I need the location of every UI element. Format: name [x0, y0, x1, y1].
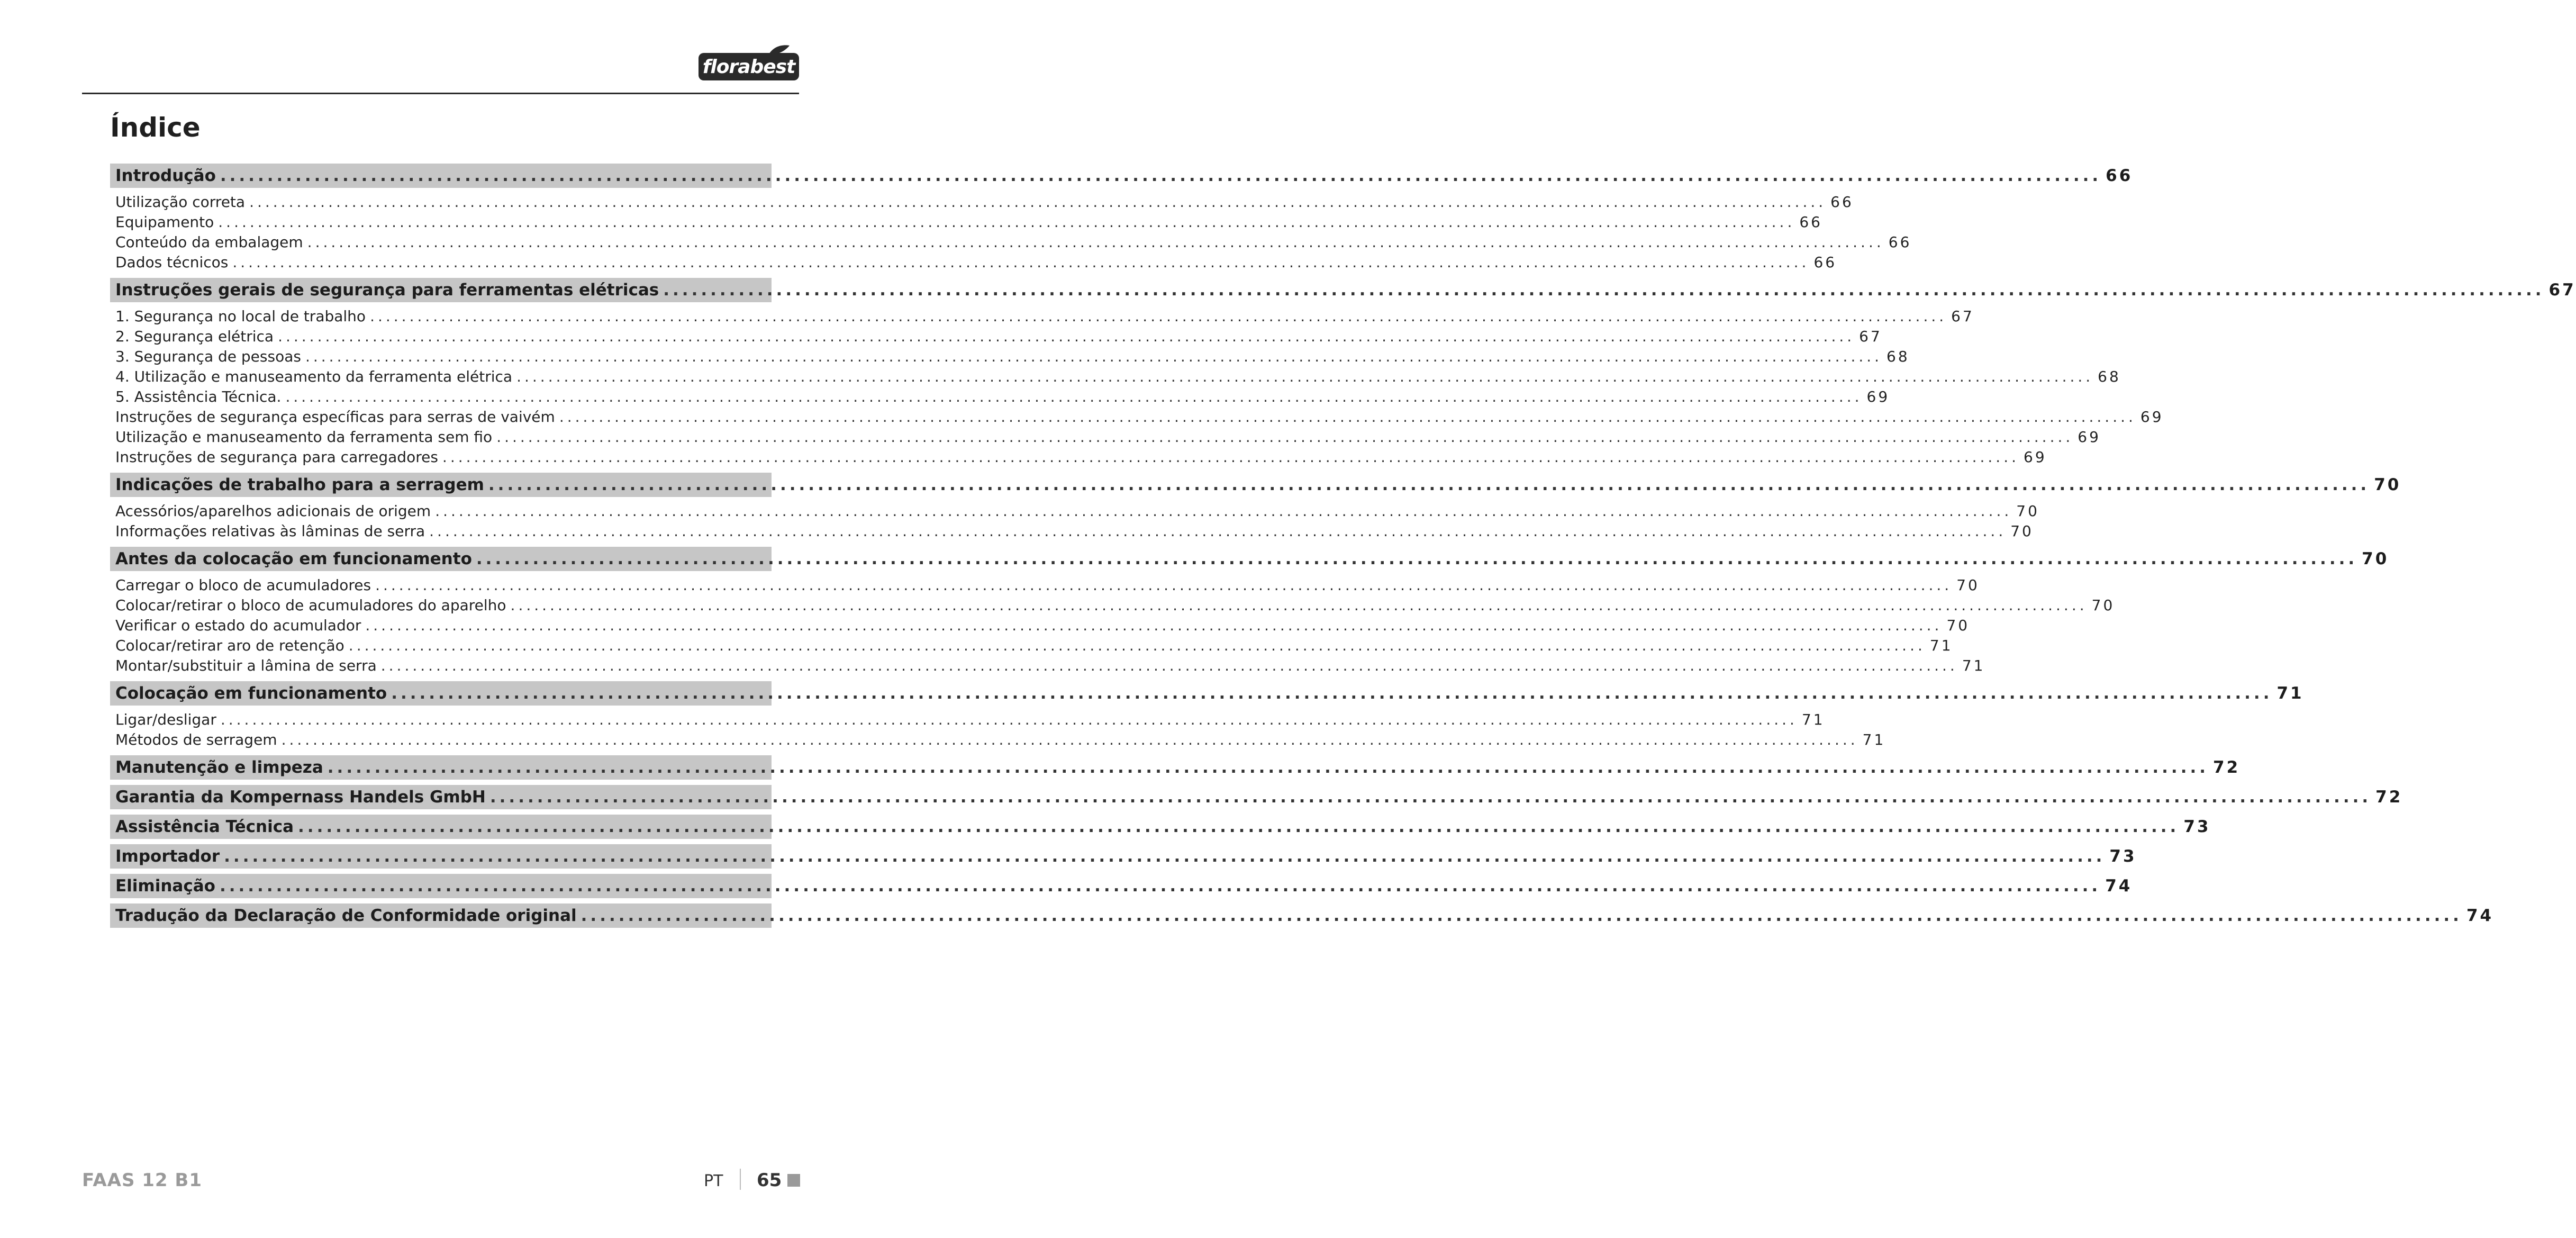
header-rule	[82, 93, 799, 94]
toc-entry-row[interactable]	[110, 447, 2047, 467]
toc-dot-leader: ........................................................................................................................................................................................................	[305, 348, 1883, 365]
toc-page-number: 73	[2183, 817, 2211, 836]
toc-page-number: 68	[2098, 368, 2121, 385]
toc-dot-leader: ........................................................................................................................................................................................................	[285, 388, 1863, 405]
toc-dot-leader: ........................................................................................................................................................................................................	[442, 448, 2019, 466]
toc-label: 1. Segurança no local de trabalho	[115, 308, 366, 325]
toc-entry-row[interactable]	[110, 521, 2034, 541]
toc-dot-leader: ........................................................................................................................................................................................................	[278, 328, 1855, 345]
toc-label: Manutenção e limpeza	[115, 758, 323, 777]
toc-entry-row[interactable]	[110, 656, 1985, 676]
toc-page-number: 72	[2375, 788, 2403, 807]
toc-label: Assistência Técnica	[115, 817, 294, 836]
toc-page-number: 74	[2466, 906, 2494, 925]
toc-dot-leader: ........................................................................................................................................................................................................	[516, 368, 2094, 385]
toc-dot-leader: ........................................................................................................................................................................................................	[380, 657, 1958, 674]
toc-label: Carregar o bloco de acumuladores	[115, 576, 371, 594]
toc-entry-row[interactable]	[110, 192, 1854, 212]
toc-entry-row[interactable]	[110, 232, 1912, 252]
brand-logo-text: florabest	[702, 56, 795, 78]
toc-dot-leader: ........................................................................................................................................................................................................	[663, 281, 2545, 300]
toc-label: Colocar/retirar o bloco de acumuladores do aparelho	[115, 597, 506, 614]
footer-separator	[740, 1169, 741, 1190]
toc-page-number: 69	[2078, 428, 2101, 446]
toc-dot-leader: ........................................................................................................................................................................................................	[232, 254, 1810, 271]
toc-page-number: 70	[1946, 617, 1970, 634]
toc-entry-row[interactable]	[110, 407, 2164, 427]
toc-entry-row[interactable]	[110, 387, 1890, 407]
toc-section-row[interactable]	[110, 844, 2137, 869]
toc-dot-leader: ........................................................................................................................................................................................................	[307, 233, 1884, 251]
toc-page-number: 68	[1886, 348, 1910, 365]
toc-page-number: 71	[1962, 657, 1985, 674]
toc-gap	[110, 188, 772, 192]
toc-section-row[interactable]	[110, 164, 2133, 188]
toc-label: Acessórios/aparelhos adicionais de origem	[115, 502, 431, 520]
toc-dot-leader: ........................................................................................................................................................................................................	[348, 637, 1926, 654]
toc-dot-leader: ........................................................................................................................................................................................................	[375, 576, 1953, 594]
toc-page-number: 70	[2362, 549, 2389, 568]
toc-page-number: 71	[1929, 637, 1953, 654]
toc-dot-leader: ........................................................................................................................................................................................................	[476, 549, 2358, 568]
toc-label: Eliminação	[115, 876, 215, 896]
toc-entry-row[interactable]	[110, 501, 2039, 521]
toc-page-number: 70	[1956, 576, 1980, 594]
toc-page-number: 66	[1799, 213, 1822, 231]
toc-dot-leader: ........................................................................................................................................................................................................	[510, 597, 2088, 614]
toc-section-row[interactable]	[110, 278, 2576, 302]
toc-entry-row[interactable]	[110, 212, 1822, 232]
toc-section-row[interactable]	[110, 903, 2494, 928]
toc-page-number: 67	[1951, 308, 1974, 325]
toc-dot-leader: ........................................................................................................................................................................................................	[489, 788, 2372, 807]
toc-entry-row[interactable]	[110, 306, 1974, 327]
toc-label: Introdução	[115, 166, 216, 185]
toc-label: Verificar o estado do acumulador	[115, 617, 361, 634]
toc-label: 2. Segurança elétrica	[115, 328, 274, 345]
toc-label: Conteúdo da embalagem	[115, 233, 303, 251]
toc-label: Importador	[115, 847, 220, 866]
toc-page-number: 72	[2213, 758, 2241, 777]
toc-label: Tradução da Declaração de Conformidade original	[115, 906, 577, 925]
toc-entry-row[interactable]	[110, 730, 1886, 750]
toc-page-number: 66	[2106, 166, 2133, 185]
toc-section-row[interactable]	[110, 547, 2389, 571]
toc-entry-row[interactable]	[110, 575, 1980, 595]
toc-page-number: 73	[2109, 847, 2137, 866]
toc-label: 5. Assistência Técnica.	[115, 388, 282, 405]
toc-entry-row[interactable]	[110, 327, 1882, 347]
toc-dot-leader: ........................................................................................................................................................................................................	[488, 475, 2370, 494]
toc-dot-leader: ........................................................................................................................................................................................................	[435, 502, 2012, 520]
toc-label: Indicações de trabalho para a serragem	[115, 475, 484, 494]
toc-section-row[interactable]	[110, 473, 2401, 497]
toc-label: Utilização correta	[115, 193, 246, 211]
toc-page-number: 67	[2548, 281, 2576, 300]
toc-entry-row[interactable]	[110, 427, 2101, 447]
toc-dot-leader: ........................................................................................................................................................................................................	[220, 711, 1798, 728]
toc-page-number: 70	[2016, 502, 2039, 520]
toc-entry-row[interactable]	[110, 595, 2115, 616]
toc-gap	[110, 302, 772, 306]
toc-section-row[interactable]	[110, 755, 2241, 780]
toc-entry-row[interactable]	[110, 616, 1970, 636]
toc-dot-leader: ........................................................................................................................................................................................................	[220, 166, 2102, 185]
toc-dot-leader: ........................................................................................................................................................................................................	[370, 308, 1947, 325]
page-title: Índice	[110, 112, 201, 143]
toc-label: Garantia da Kompernass Handels GmbH	[115, 788, 486, 807]
toc-gap	[110, 571, 772, 575]
toc-page-number: 69	[2140, 408, 2164, 426]
toc-section-row[interactable]	[110, 815, 2211, 839]
toc-page-number: 67	[1859, 328, 1882, 345]
toc-section-row[interactable]	[110, 874, 2133, 898]
toc-gap	[110, 706, 772, 710]
toc-label: Instruções de segurança específicas para serras de vaivém	[115, 408, 555, 426]
toc-entry-row[interactable]	[110, 347, 1910, 367]
toc-label: Utilização e manuseamento da ferramenta sem fio	[115, 428, 493, 446]
toc-page-number: 70	[2374, 475, 2401, 494]
toc-label: Dados técnicos	[115, 254, 229, 271]
toc-page-number: 69	[1866, 388, 1890, 405]
toc-page-number: 74	[2105, 876, 2133, 896]
toc-label: Ligar/desligar	[115, 711, 216, 728]
toc-label: Informações relativas às lâminas de serra	[115, 522, 425, 540]
leaf-icon	[766, 43, 791, 57]
toc-page-number: 70	[2010, 522, 2034, 540]
toc-label: Instruções gerais de segurança para ferramentas elétricas	[115, 281, 659, 300]
toc-dot-leader: ........................................................................................................................................................................................................	[559, 408, 2136, 426]
footer-square-icon	[787, 1174, 800, 1187]
toc-label: Instruções de segurança para carregadores	[115, 448, 438, 466]
toc-page-number: 71	[2276, 684, 2304, 703]
toc-label: Montar/substituir a lâmina de serra	[115, 657, 377, 674]
table-of-contents	[110, 164, 2576, 928]
toc-dot-leader: ........................................................................................................................................................................................................	[365, 617, 1943, 634]
toc-section-row[interactable]	[110, 785, 2403, 809]
toc-page-number: 66	[1888, 233, 1912, 251]
toc-entry-row[interactable]	[110, 252, 1837, 273]
toc-gap	[110, 497, 772, 501]
toc-page-number: 69	[2024, 448, 2047, 466]
toc-dot-leader: ........................................................................................................................................................................................................	[327, 758, 2209, 777]
toc-page-number: 66	[1830, 193, 1854, 211]
toc-dot-leader: ........................................................................................................................................................................................................	[249, 193, 1827, 211]
toc-dot-leader: ........................................................................................................................................................................................................	[224, 847, 2106, 866]
footer-model: FAAS 12 B1	[82, 1170, 202, 1191]
footer-page-number: 65	[757, 1170, 782, 1191]
toc-entry-row[interactable]	[110, 636, 1953, 656]
toc-entry-row[interactable]	[110, 367, 2121, 387]
toc-dot-leader: ........................................................................................................................................................................................................	[218, 213, 1795, 231]
toc-label: Métodos de serragem	[115, 731, 277, 748]
toc-page-number: 66	[1813, 254, 1837, 271]
toc-label: Colocação em funcionamento	[115, 684, 387, 703]
toc-dot-leader: ........................................................................................................................................................................................................	[391, 684, 2273, 703]
toc-dot-leader: ........................................................................................................................................................................................................	[580, 906, 2462, 925]
toc-page-number: 70	[2091, 597, 2115, 614]
toc-label: 3. Segurança de pessoas	[115, 348, 301, 365]
toc-section-row[interactable]	[110, 681, 2304, 706]
toc-page-number: 71	[1862, 731, 1886, 748]
toc-label: Colocar/retirar aro de retenção	[115, 637, 344, 654]
toc-dot-leader: ........................................................................................................................................................................................................	[429, 522, 2007, 540]
toc-label: Equipamento	[115, 213, 214, 231]
toc-label: 4. Utilização e manuseamento da ferramenta elétrica	[115, 368, 513, 385]
toc-dot-leader: ........................................................................................................................................................................................................	[496, 428, 2074, 446]
toc-label: Antes da colocação em funcionamento	[115, 549, 472, 568]
toc-dot-leader: ........................................................................................................................................................................................................	[219, 876, 2101, 896]
toc-entry-row[interactable]	[110, 710, 1825, 730]
footer-language: PT	[704, 1172, 723, 1190]
toc-dot-leader: ........................................................................................................................................................................................................	[281, 731, 1858, 748]
toc-page-number: 71	[1801, 711, 1825, 728]
toc-dot-leader: ........................................................................................................................................................................................................	[298, 817, 2180, 836]
